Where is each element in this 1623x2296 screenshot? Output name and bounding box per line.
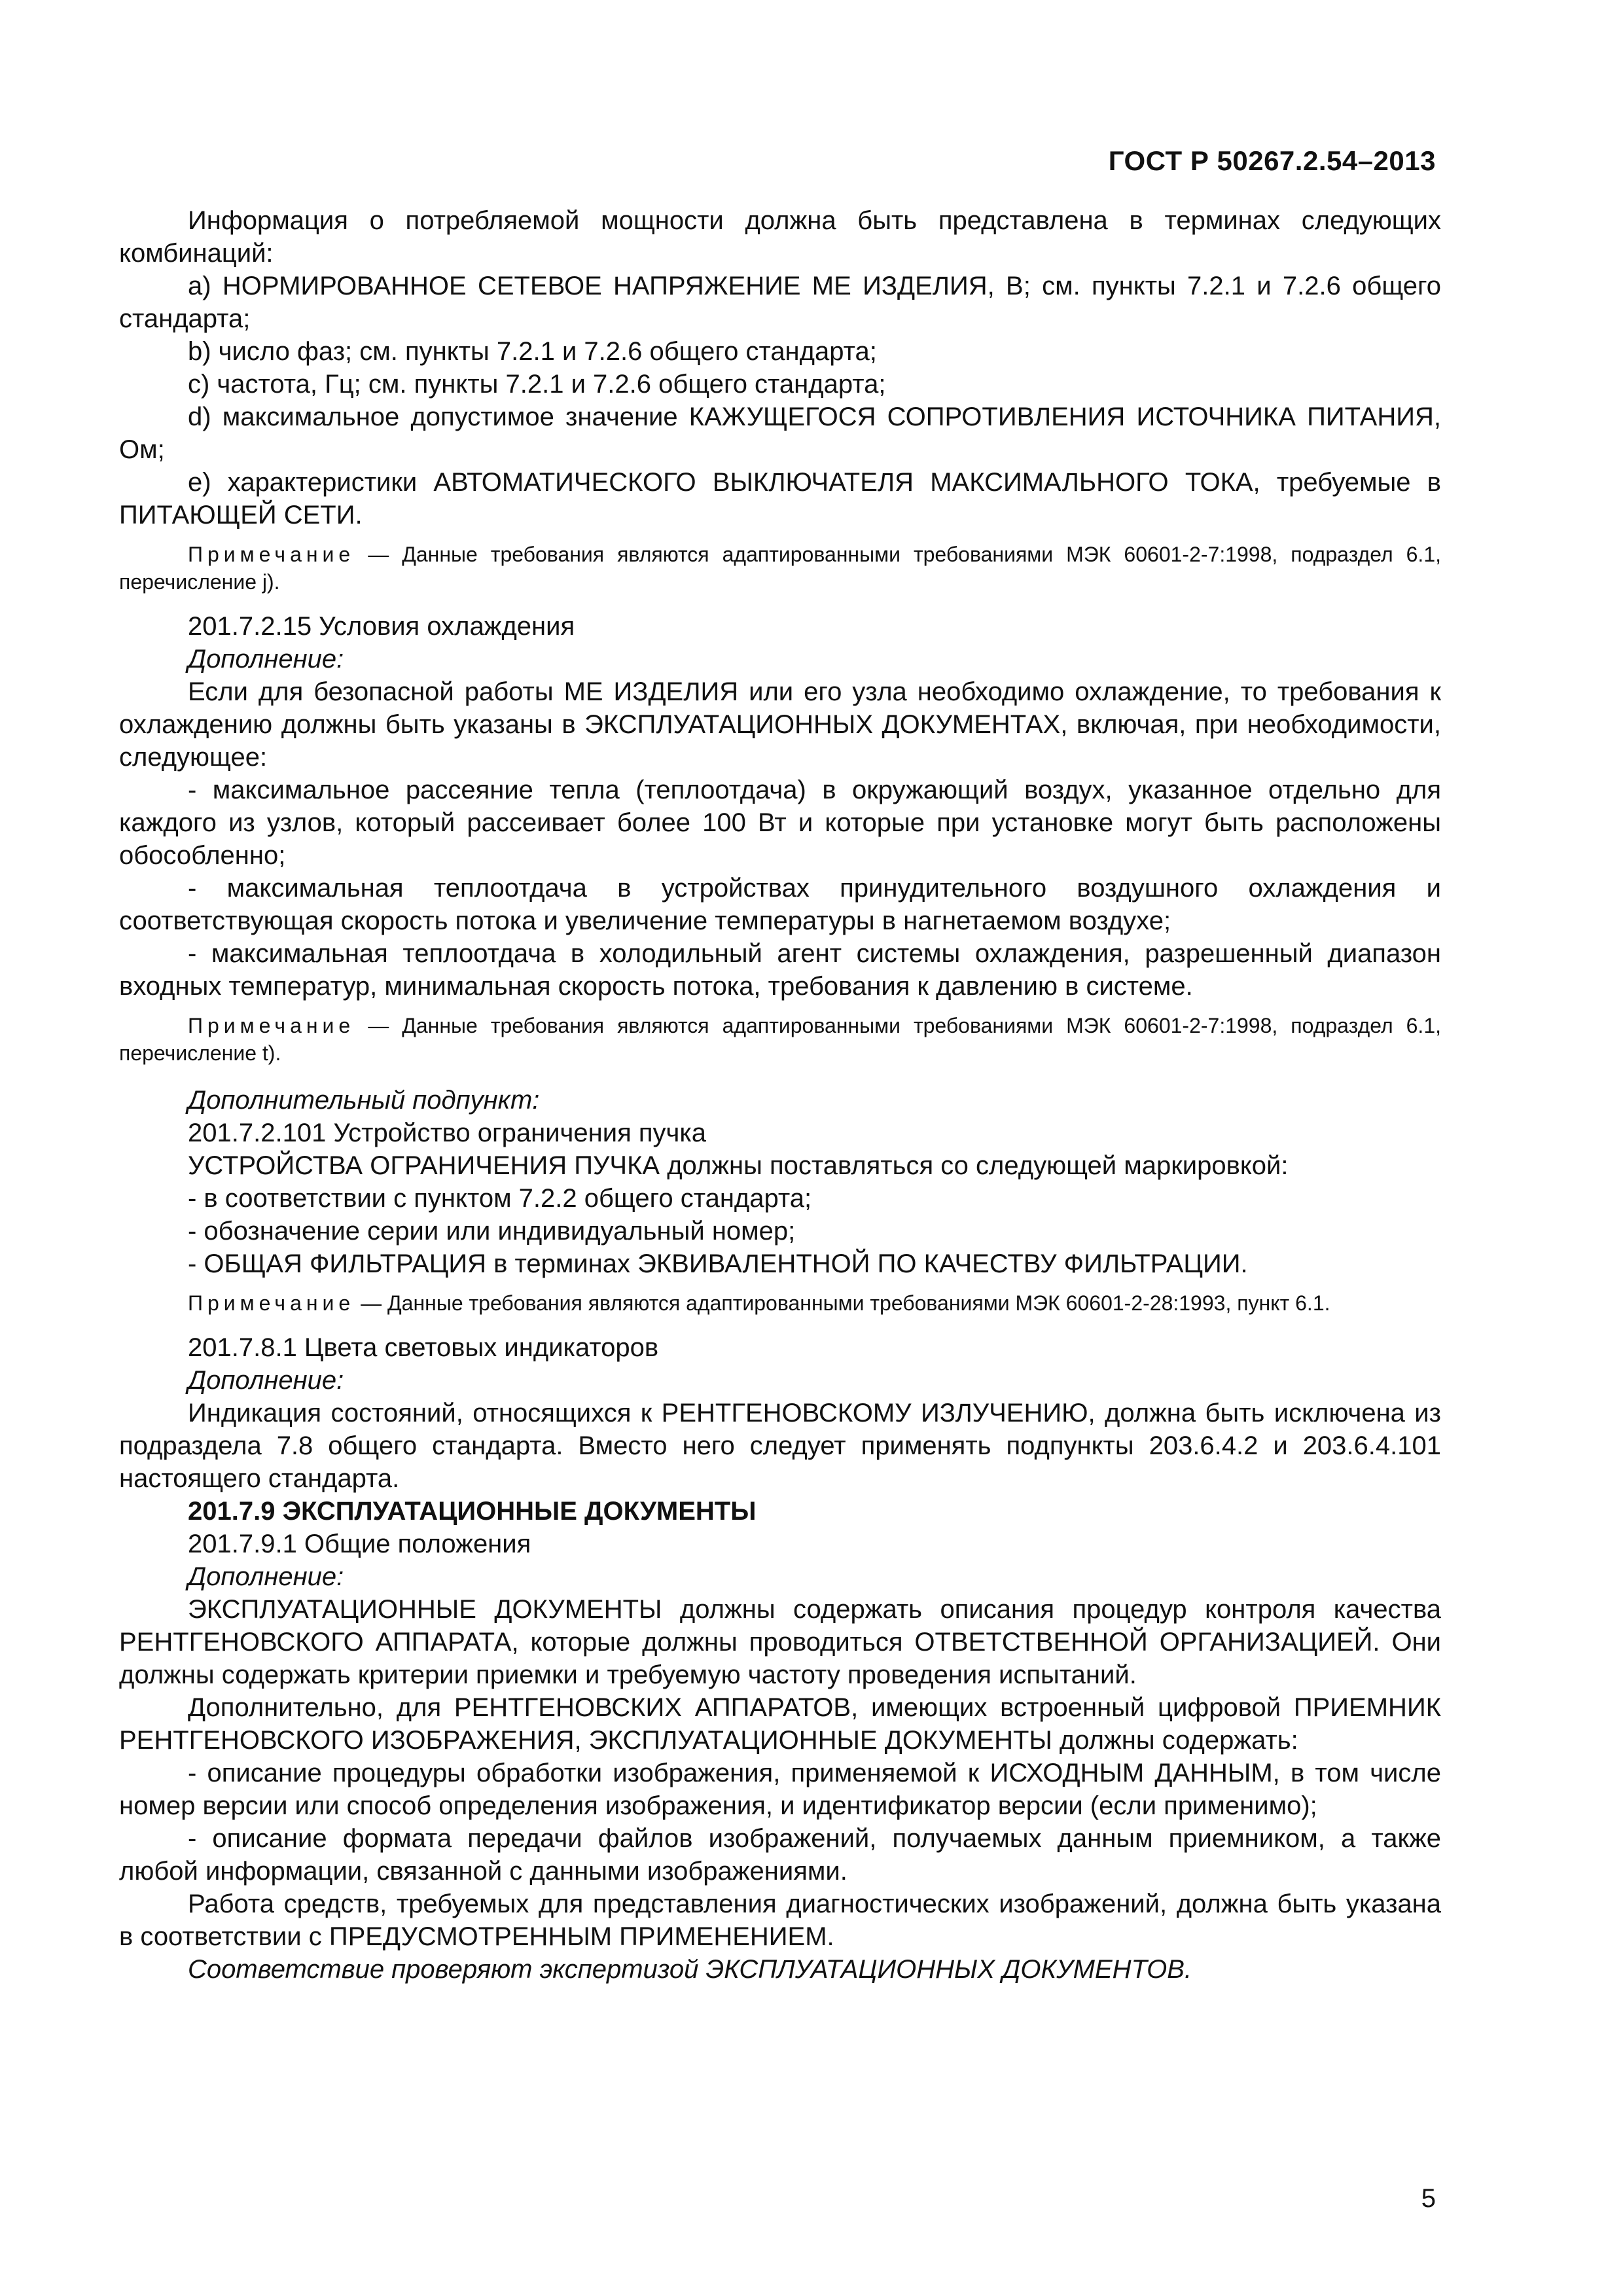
- addition-label: Дополнительный подпункт:: [188, 1086, 540, 1115]
- list-item: - описание процедуры обработки изображения, применяемой к ИСХОДНЫМ ДАННЫМ, в том числе номер версии или способ определения изображения, и идентификатор версии (если применимо);: [119, 1759, 1441, 1820]
- section-heading: 201.7.9 ЭКСПЛУАТАЦИОННЫЕ ДОКУМЕНТЫ: [188, 1497, 757, 1526]
- list-item: - в соответствии с пунктом 7.2.2 общего стандарта;: [188, 1184, 812, 1213]
- list-item: a) НОРМИРОВАННОЕ СЕТЕВОЕ НАПРЯЖЕНИЕ МЕ ИЗДЕЛИЯ, В; см. пункты 7.2.1 и 7.2.6 общего стандарта;: [119, 272, 1441, 333]
- section-heading: 201.7.2.101 Устройство ограничения пучка: [188, 1119, 706, 1147]
- page-number: 5: [1421, 2184, 1436, 2213]
- note-text: — Данные требования являются адаптированными требованиями МЭК 60601-2-7:1998, подраздел 6.1, перечисление t).: [119, 1014, 1441, 1065]
- list-item: - описание формата передачи файлов изображений, получаемых данным приемником, а также любой информации, связанной с данными изображениями.: [119, 1824, 1441, 1886]
- note-label: Примечание: [188, 1014, 355, 1037]
- subsection-heading: 201.7.9.1 Общие положения: [188, 1530, 531, 1558]
- section-heading: 201.7.8.1 Цвета световых индикаторов: [188, 1333, 659, 1362]
- note: [119, 1289, 1441, 1317]
- note-text: — Данные требования являются адаптированными требованиями МЭК 60601-2-28:1993, пункт 6.1.: [355, 1291, 1330, 1315]
- paragraph: Работа средств, требуемых для представления диагностических изображений, должна быть указана в соответствии с ПРЕДУСМОТРЕННЫМ ПРИМЕНЕНИЕМ.: [119, 1890, 1441, 1951]
- list-item: d) максимальное допустимое значение КАЖУЩЕГОСЯ СОПРОТИВЛЕНИЯ ИСТОЧНИКА ПИТАНИЯ, Ом;: [119, 403, 1441, 464]
- paragraph: ЭКСПЛУАТАЦИОННЫЕ ДОКУМЕНТЫ должны содержать описания процедур контроля качества РЕНТГЕНОВСКОГО АППАРАТА, которые должны проводиться ОТВЕТСТВЕННОЙ ОРГАНИЗАЦИЕЙ. Они должны содержать критерии приемки и требуемую частоту проведения испытаний.: [119, 1595, 1441, 1689]
- note-label: Примечание: [188, 1291, 355, 1315]
- paragraph: Если для безопасной работы МЕ ИЗДЕЛИЯ или его узла необходимо охлаждение, то требования к охлаждению должны быть указаны в ЭКСПЛУАТАЦИОННЫХ ДОКУМЕНТАХ, включая, при необходимости, следующее:: [119, 677, 1441, 772]
- list-item: - обозначение серии или индивидуальный номер;: [188, 1217, 796, 1246]
- paragraph: Индикация состояний, относящихся к РЕНТГЕНОВСКОМУ ИЗЛУЧЕНИЮ, должна быть исключена из подраздела 7.8 общего стандарта. Вместо него следует применять подпункты 203.6.4.2 и 203.6.4.101 настоящего стандарта.: [119, 1399, 1441, 1493]
- list-item: - максимальная теплоотдача в устройствах принудительного воздушного охлаждения и соответствующая скорость потока и увеличение температуры в нагнетаемом воздухе;: [119, 874, 1441, 935]
- addition-label: Дополнение:: [188, 645, 344, 673]
- note: [119, 1012, 1441, 1067]
- note: [119, 541, 1441, 596]
- paragraph: Дополнительно, для РЕНТГЕНОВСКИХ АППАРАТОВ, имеющих встроенный цифровой ПРИЕМНИК РЕНТГЕНОВСКОГО ИЗОБРАЖЕНИЯ, ЭКСПЛУАТАЦИОННЫЕ ДОКУМЕНТЫ должны содержать:: [119, 1693, 1441, 1755]
- list-item: - максимальная теплоотдача в холодильный агент системы охлаждения, разрешенный диапазон входных температур, минимальная скорость потока, требования к давлению в системе.: [119, 939, 1441, 1001]
- list-item: c) частота, Гц; см. пункты 7.2.1 и 7.2.6 общего стандарта;: [188, 370, 886, 399]
- note-label: Примечание: [188, 543, 355, 566]
- document-body: [119, 204, 1441, 1986]
- note-text: — Данные требования являются адаптированными требованиями МЭК 60601-2-7:1998, подраздел 6.1, перечисление j).: [119, 543, 1441, 594]
- list-item: - ОБЩАЯ ФИЛЬТРАЦИЯ в терминах ЭКВИВАЛЕНТНОЙ ПО КАЧЕСТВУ ФИЛЬТРАЦИИ.: [188, 1249, 1248, 1278]
- list-item: b) число фаз; см. пункты 7.2.1 и 7.2.6 общего стандарта;: [188, 337, 877, 366]
- addition-label: Дополнение:: [188, 1562, 344, 1591]
- paragraph: Информация о потребляемой мощности должна быть представлена в терминах следующих комбинаций:: [119, 206, 1441, 268]
- list-item: - максимальное рассеяние тепла (теплоотдача) в окружающий воздух, указанное отдельно для каждого из узлов, который рассеивает более 100 Вт и которые при установке могут быть расположены обособленно;: [119, 776, 1441, 870]
- conformity-statement: Соответствие проверяют экспертизой ЭКСПЛУАТАЦИОННЫХ ДОКУМЕНТОВ.: [188, 1955, 1192, 1984]
- addition-label: Дополнение:: [188, 1366, 344, 1395]
- paragraph: УСТРОЙСТВА ОГРАНИЧЕНИЯ ПУЧКА должны поставляться со следующей маркировкой:: [188, 1151, 1289, 1180]
- document-header: ГОСТ Р 50267.2.54–2013: [1108, 145, 1436, 176]
- section-heading: 201.7.2.15 Условия охлаждения: [188, 612, 575, 641]
- list-item: e) характеристики АВТОМАТИЧЕСКОГО ВЫКЛЮЧАТЕЛЯ МАКСИМАЛЬНОГО ТОКА, требуемые в ПИТАЮЩЕЙ СЕТИ.: [119, 468, 1441, 529]
